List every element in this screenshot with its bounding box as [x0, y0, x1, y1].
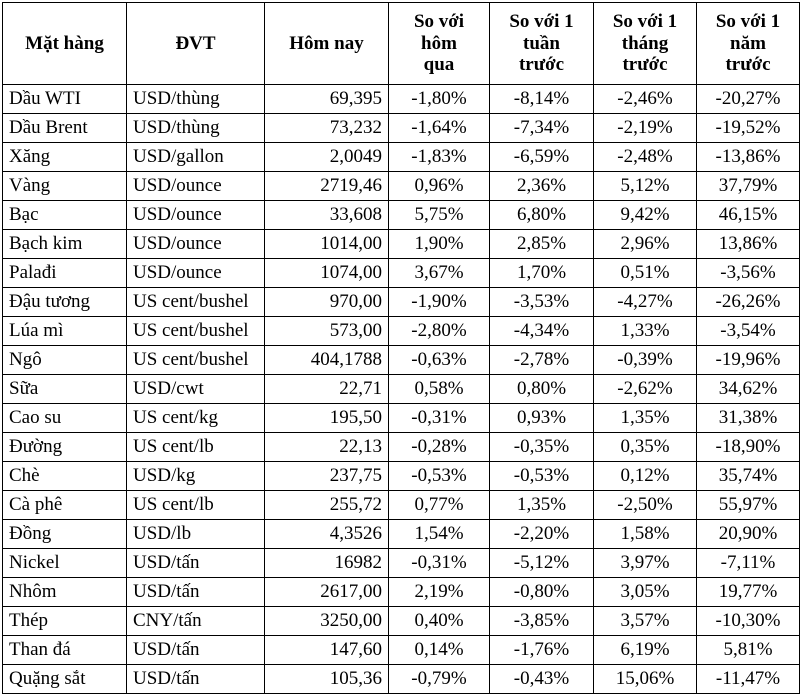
cell-vs-month: 0,35% [594, 433, 697, 462]
cell-today: 4,3526 [265, 520, 389, 549]
cell-today: 2,0049 [265, 143, 389, 172]
cell-vs-week: -0,43% [490, 665, 594, 694]
cell-vs-year: 35,74% [697, 462, 800, 491]
cell-today: 147,60 [265, 636, 389, 665]
cell-vs-year: 5,81% [697, 636, 800, 665]
cell-vs-week: -3,53% [490, 288, 594, 317]
column-header-name [3, 3, 127, 85]
cell-name: Bạc [3, 201, 127, 230]
column-header-vs-year [697, 3, 800, 85]
cell-unit: USD/tấn [127, 665, 265, 694]
cell-vs-week: -4,34% [490, 317, 594, 346]
cell-vs-yesterday: 0,58% [389, 375, 490, 404]
column-header-today [265, 3, 389, 85]
cell-today: 970,00 [265, 288, 389, 317]
header-line: So với 1 [715, 10, 781, 32]
header-line: trước [622, 54, 668, 76]
cell-name: Ngô [3, 346, 127, 375]
cell-vs-week: -6,59% [490, 143, 594, 172]
cell-name: Đồng [3, 520, 127, 549]
header-line: ĐVT [175, 32, 216, 54]
header-line: qua [423, 54, 455, 76]
cell-name: Đường [3, 433, 127, 462]
cell-vs-year: -19,52% [697, 114, 800, 143]
cell-unit: USD/ounce [127, 259, 265, 288]
table-row [3, 636, 800, 665]
cell-unit: USD/thùng [127, 85, 265, 114]
table-row [3, 288, 800, 317]
table-row [3, 143, 800, 172]
cell-today: 2617,00 [265, 578, 389, 607]
cell-name: Sữa [3, 375, 127, 404]
cell-name: Dầu Brent [3, 114, 127, 143]
cell-vs-week: 1,70% [490, 259, 594, 288]
cell-vs-year: 46,15% [697, 201, 800, 230]
cell-vs-week: 1,35% [490, 491, 594, 520]
table-row [3, 404, 800, 433]
table-row [3, 346, 800, 375]
column-header-vs-yesterday [389, 3, 490, 85]
cell-vs-month: -2,19% [594, 114, 697, 143]
cell-vs-week: -2,78% [490, 346, 594, 375]
header-line: So với [413, 10, 465, 32]
cell-vs-year: -26,26% [697, 288, 800, 317]
cell-name: Dầu WTI [3, 85, 127, 114]
cell-vs-month: -2,50% [594, 491, 697, 520]
cell-vs-week: 0,93% [490, 404, 594, 433]
cell-vs-month: 1,35% [594, 404, 697, 433]
table-row [3, 549, 800, 578]
cell-vs-month: -2,46% [594, 85, 697, 114]
table-row [3, 607, 800, 636]
table-row [3, 259, 800, 288]
cell-vs-month: 3,57% [594, 607, 697, 636]
column-header-unit [127, 3, 265, 85]
cell-vs-week: -0,53% [490, 462, 594, 491]
header-line: tuần [523, 32, 560, 54]
cell-vs-week: -0,35% [490, 433, 594, 462]
header-line: Hôm nay [289, 32, 364, 54]
cell-vs-yesterday: 0,77% [389, 491, 490, 520]
cell-today: 573,00 [265, 317, 389, 346]
header-line: năm [730, 32, 766, 54]
cell-name: Bạch kim [3, 230, 127, 259]
cell-vs-month: 9,42% [594, 201, 697, 230]
cell-vs-year: 31,38% [697, 404, 800, 433]
table-row [3, 491, 800, 520]
cell-today: 2719,46 [265, 172, 389, 201]
cell-vs-year: 37,79% [697, 172, 800, 201]
cell-today: 33,608 [265, 201, 389, 230]
cell-unit: US cent/lb [127, 433, 265, 462]
cell-vs-month: -2,48% [594, 143, 697, 172]
table-row [3, 665, 800, 694]
header-line: trước [725, 54, 771, 76]
cell-name: Đậu tương [3, 288, 127, 317]
cell-vs-yesterday: -2,80% [389, 317, 490, 346]
cell-vs-year: 20,90% [697, 520, 800, 549]
cell-vs-yesterday: 1,54% [389, 520, 490, 549]
cell-unit: USD/tấn [127, 549, 265, 578]
header-line: Mặt hàng [25, 32, 104, 54]
cell-name: Chè [3, 462, 127, 491]
cell-unit: USD/kg [127, 462, 265, 491]
cell-today: 255,72 [265, 491, 389, 520]
cell-vs-year: -13,86% [697, 143, 800, 172]
cell-name: Vàng [3, 172, 127, 201]
commodity-price-table [2, 2, 800, 694]
cell-unit: US cent/bushel [127, 346, 265, 375]
cell-vs-month: 0,12% [594, 462, 697, 491]
cell-vs-week: -8,14% [490, 85, 594, 114]
cell-vs-year: 34,62% [697, 375, 800, 404]
cell-vs-yesterday: 0,14% [389, 636, 490, 665]
cell-vs-week: 2,36% [490, 172, 594, 201]
cell-vs-year: 55,97% [697, 491, 800, 520]
table-row [3, 317, 800, 346]
cell-unit: USD/cwt [127, 375, 265, 404]
cell-unit: USD/ounce [127, 230, 265, 259]
cell-vs-yesterday: -0,79% [389, 665, 490, 694]
cell-vs-year: 13,86% [697, 230, 800, 259]
cell-vs-yesterday: -0,28% [389, 433, 490, 462]
cell-today: 69,395 [265, 85, 389, 114]
cell-today: 404,1788 [265, 346, 389, 375]
cell-vs-year: -3,54% [697, 317, 800, 346]
cell-vs-year: -7,11% [697, 549, 800, 578]
column-header-vs-week [490, 3, 594, 85]
cell-vs-month: 3,97% [594, 549, 697, 578]
cell-vs-month: 5,12% [594, 172, 697, 201]
header-row [3, 3, 800, 85]
cell-unit: USD/tấn [127, 578, 265, 607]
cell-vs-yesterday: -1,80% [389, 85, 490, 114]
cell-today: 1074,00 [265, 259, 389, 288]
table-row [3, 578, 800, 607]
cell-vs-year: -18,90% [697, 433, 800, 462]
cell-vs-month: 0,51% [594, 259, 697, 288]
table-body [3, 85, 800, 694]
cell-vs-month: -4,27% [594, 288, 697, 317]
cell-unit: US cent/kg [127, 404, 265, 433]
cell-vs-week: -3,85% [490, 607, 594, 636]
cell-vs-month: -2,62% [594, 375, 697, 404]
cell-name: Lúa mì [3, 317, 127, 346]
cell-unit: USD/tấn [127, 636, 265, 665]
cell-vs-month: 15,06% [594, 665, 697, 694]
cell-vs-month: -0,39% [594, 346, 697, 375]
table-row [3, 462, 800, 491]
cell-vs-year: -10,30% [697, 607, 800, 636]
cell-unit: US cent/bushel [127, 317, 265, 346]
cell-vs-year: -3,56% [697, 259, 800, 288]
cell-unit: USD/gallon [127, 143, 265, 172]
cell-today: 237,75 [265, 462, 389, 491]
table-row [3, 375, 800, 404]
header-line: So với 1 [509, 10, 574, 32]
cell-vs-week: 6,80% [490, 201, 594, 230]
cell-vs-week: -7,34% [490, 114, 594, 143]
table-header [3, 3, 800, 85]
cell-unit: US cent/bushel [127, 288, 265, 317]
cell-vs-week: -1,76% [490, 636, 594, 665]
cell-unit: USD/ounce [127, 172, 265, 201]
cell-name: Palađi [3, 259, 127, 288]
cell-vs-month: 1,58% [594, 520, 697, 549]
cell-vs-yesterday: 2,19% [389, 578, 490, 607]
cell-today: 195,50 [265, 404, 389, 433]
cell-vs-yesterday: -1,83% [389, 143, 490, 172]
header-line: So với 1 [612, 10, 678, 32]
cell-name: Cao su [3, 404, 127, 433]
cell-unit: US cent/lb [127, 491, 265, 520]
cell-name: Nickel [3, 549, 127, 578]
cell-vs-yesterday: 5,75% [389, 201, 490, 230]
cell-vs-year: -20,27% [697, 85, 800, 114]
cell-vs-week: -2,20% [490, 520, 594, 549]
cell-vs-yesterday: 0,40% [389, 607, 490, 636]
cell-today: 73,232 [265, 114, 389, 143]
cell-vs-yesterday: -0,63% [389, 346, 490, 375]
cell-name: Thép [3, 607, 127, 636]
cell-vs-yesterday: -0,31% [389, 549, 490, 578]
cell-vs-month: 1,33% [594, 317, 697, 346]
cell-today: 3250,00 [265, 607, 389, 636]
cell-vs-week: 0,80% [490, 375, 594, 404]
cell-today: 16982 [265, 549, 389, 578]
cell-vs-month: 6,19% [594, 636, 697, 665]
column-header-vs-month [594, 3, 697, 85]
cell-vs-week: -0,80% [490, 578, 594, 607]
cell-vs-year: -11,47% [697, 665, 800, 694]
table-row [3, 433, 800, 462]
cell-name: Cà phê [3, 491, 127, 520]
cell-vs-yesterday: 0,96% [389, 172, 490, 201]
cell-vs-yesterday: -0,31% [389, 404, 490, 433]
cell-unit: USD/thùng [127, 114, 265, 143]
cell-today: 105,36 [265, 665, 389, 694]
cell-vs-yesterday: -0,53% [389, 462, 490, 491]
cell-vs-yesterday: -1,90% [389, 288, 490, 317]
table-row [3, 85, 800, 114]
cell-today: 22,13 [265, 433, 389, 462]
cell-vs-week: 2,85% [490, 230, 594, 259]
header-line: trước [518, 54, 565, 76]
header-line: hôm [421, 32, 457, 54]
cell-vs-month: 2,96% [594, 230, 697, 259]
cell-vs-month: 3,05% [594, 578, 697, 607]
table-row [3, 520, 800, 549]
table-row [3, 230, 800, 259]
cell-today: 22,71 [265, 375, 389, 404]
cell-unit: USD/lb [127, 520, 265, 549]
cell-vs-yesterday: 1,90% [389, 230, 490, 259]
header-line: tháng [621, 32, 669, 54]
cell-vs-yesterday: 3,67% [389, 259, 490, 288]
cell-unit: USD/ounce [127, 201, 265, 230]
cell-vs-week: -5,12% [490, 549, 594, 578]
cell-name: Than đá [3, 636, 127, 665]
cell-vs-yesterday: -1,64% [389, 114, 490, 143]
cell-name: Quặng sắt [3, 665, 127, 694]
cell-unit: CNY/tấn [127, 607, 265, 636]
table-row [3, 172, 800, 201]
cell-today: 1014,00 [265, 230, 389, 259]
cell-vs-year: 19,77% [697, 578, 800, 607]
cell-vs-year: -19,96% [697, 346, 800, 375]
cell-name: Nhôm [3, 578, 127, 607]
table-row [3, 114, 800, 143]
cell-name: Xăng [3, 143, 127, 172]
table-row [3, 201, 800, 230]
